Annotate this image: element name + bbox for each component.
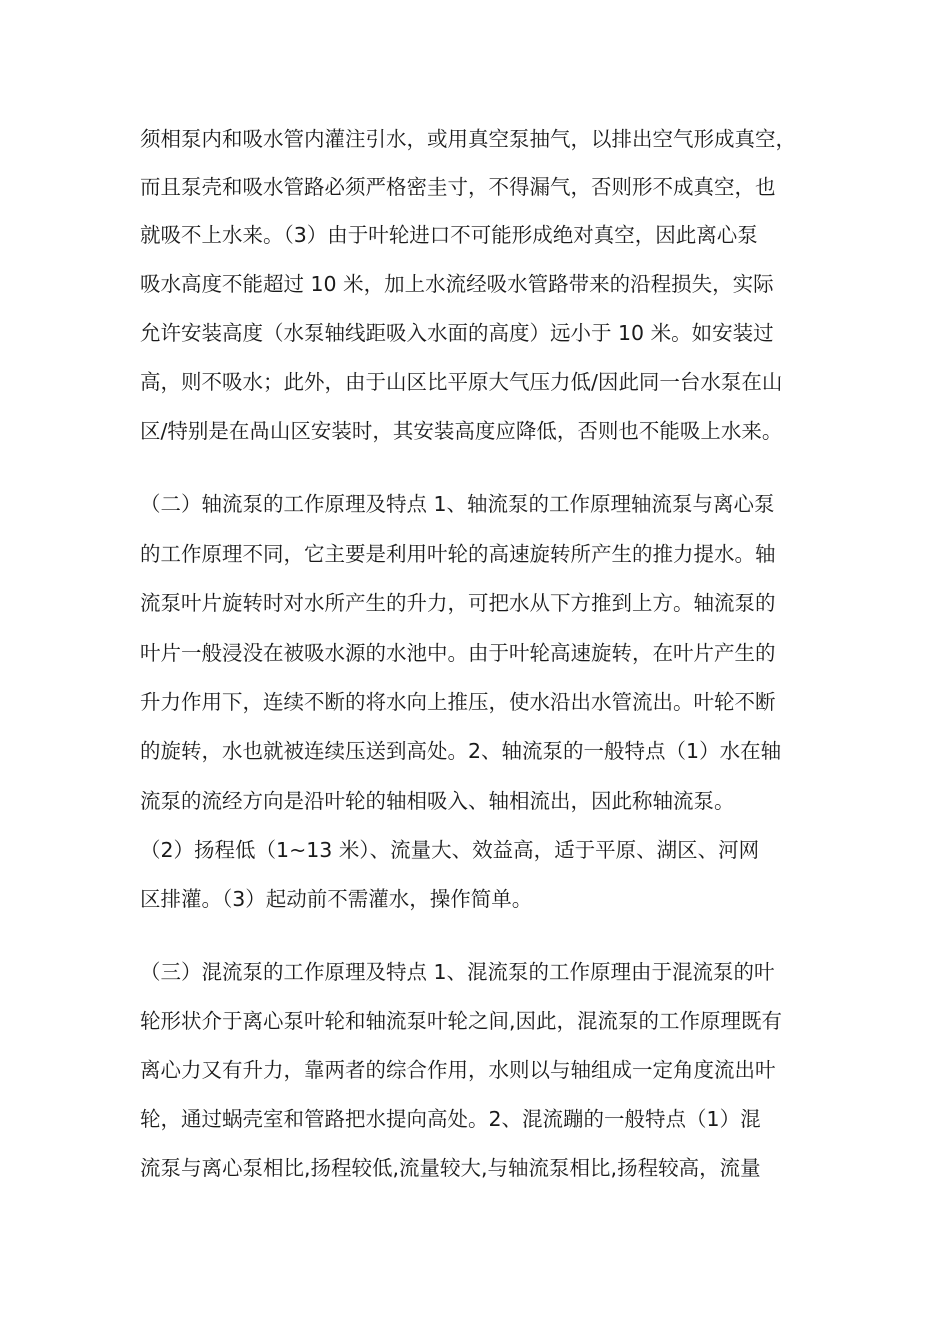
text-line: 轮形状介于离心泵叶轮和轴流泵叶轮之间,因此，混流泵的工作原理既有	[140, 1009, 783, 1033]
text-line: 区/特别是在咼山区安装时，其安装高度应降低，否则也不能吸上水来。	[140, 419, 783, 443]
text-line: 须相泵内和吸水管内灌注引水，或用真空泵抽气，以排出空气形成真空，	[140, 127, 796, 151]
text-line: 吸水高度不能超过 10 米，加上水流经吸水管路带来的沿程损失，实际	[140, 272, 774, 296]
text-line: 的旋转，水也就被连续压送到高处。2、轴流泵的一般特点（1）水在轴	[140, 739, 782, 763]
text-line: 流泵叶片旋转时对水所产生的升力，可把水从下方推到上方。轴流泵的	[140, 591, 776, 615]
text-line: 轮，通过蜗壳室和管路把水提向高处。2、混流蹦的一般特点（1）混	[140, 1107, 761, 1131]
text-line: 就吸不上水来。（3）由于叶轮进口不可能形成绝对真空，因此离心泵	[140, 223, 758, 247]
text-line: 离心力又有升力，靠两者的综合作用，水则以与轴组成一定角度流出叶	[140, 1058, 776, 1082]
text-line: 的工作原理不同，它主要是利用叶轮的高速旋转所产生的推力提水。轴	[140, 542, 776, 566]
text-line: 区排灌。（3）起动前不需灌水，操作简单。	[140, 887, 533, 911]
text-line: 升力作用下，连续不断的将水向上推压，使水沿出水管流出。叶轮不断	[140, 690, 776, 714]
text-line: （三）混流泵的工作原理及特点 1、混流泵的工作原理由于混流泵的叶	[140, 960, 775, 984]
text-line: （二）轴流泵的工作原理及特点 1、轴流泵的工作原理轴流泵与离心泵	[140, 492, 775, 516]
text-line: 允许安装高度（水泵轴线距吸入水面的高度）远小于 10 米。如安装过	[140, 321, 774, 345]
text-line: 而且泵壳和吸水管路必须严格密圭寸，不得漏气，否则形不成真空，也	[140, 175, 776, 199]
text-line: 流泵的流经方向是沿叶轮的轴相吸入、轴相流出，因此称轴流泵。	[140, 789, 735, 813]
text-line: 流泵与离心泵相比,扬程较低,流量较大,与轴流泵相比,扬程较高，流量	[140, 1156, 761, 1180]
text-line: （2）扬程低（1~13 米）、流量大、效益高，适于平原、湖区、河网	[140, 838, 760, 862]
text-line: 高，则不吸水；此外，由于山区比平原大气压力低/因此同一台水泵在山	[140, 370, 783, 394]
text-line: 叶片一般浸没在被吸水源的水池中。由于叶轮高速旋转，在叶片产生的	[140, 641, 776, 665]
